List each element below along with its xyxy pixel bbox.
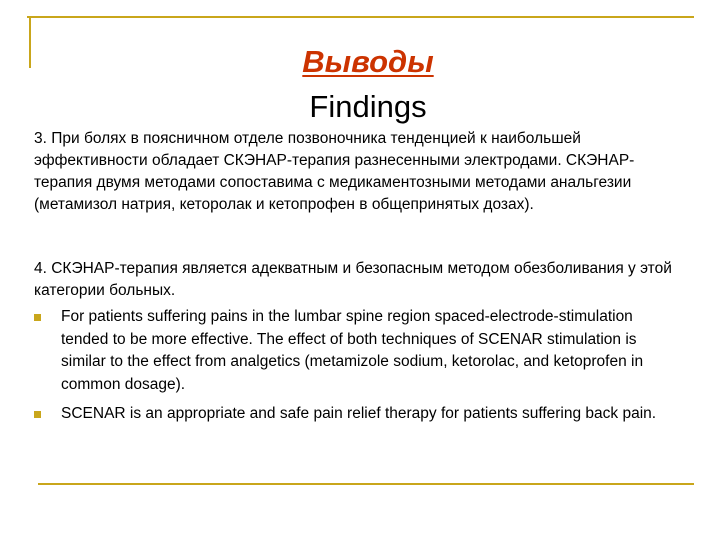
finding-paragraph-4: 4. СКЭНАР-терапия является адекватным и безопасным методом обезболивания у этой категории больных. (34, 260, 672, 299)
finding-paragraph-3: 3. При болях в поясничном отделе позвоночника тенденцией к наибольшей эффективности обладает СКЭНАР-терапия разнесенными электродами. СКЭНАР-терапия двумя методами сопоставима с медикаментозными методами анальгезии (метамизол натрия, кеторолак и кетопрофен в общепринятых дозах). (34, 130, 635, 213)
english-findings-list (34, 306, 684, 433)
frame-bottom-line (38, 483, 694, 485)
list-item (34, 306, 684, 396)
bullet-text: For patients suffering pains in the lumbar spine region spaced-electrode-stimulation tended to be more effective. The effect of both techniques of SCENAR stimulation is similar to the effect from analgetics (metamizole sodium, ketorolac, and ketoprofen in common dosage). (61, 308, 644, 393)
slide-title-ru: Выводы (302, 44, 434, 79)
list-item (34, 403, 684, 426)
square-bullet-icon (34, 411, 41, 418)
bullet-text: SCENAR is an appropriate and safe pain relief therapy for patients suffering back pain. (61, 405, 657, 422)
frame-top-line (27, 16, 694, 18)
square-bullet-icon (34, 314, 41, 321)
slide-title-en: Findings (309, 89, 427, 124)
